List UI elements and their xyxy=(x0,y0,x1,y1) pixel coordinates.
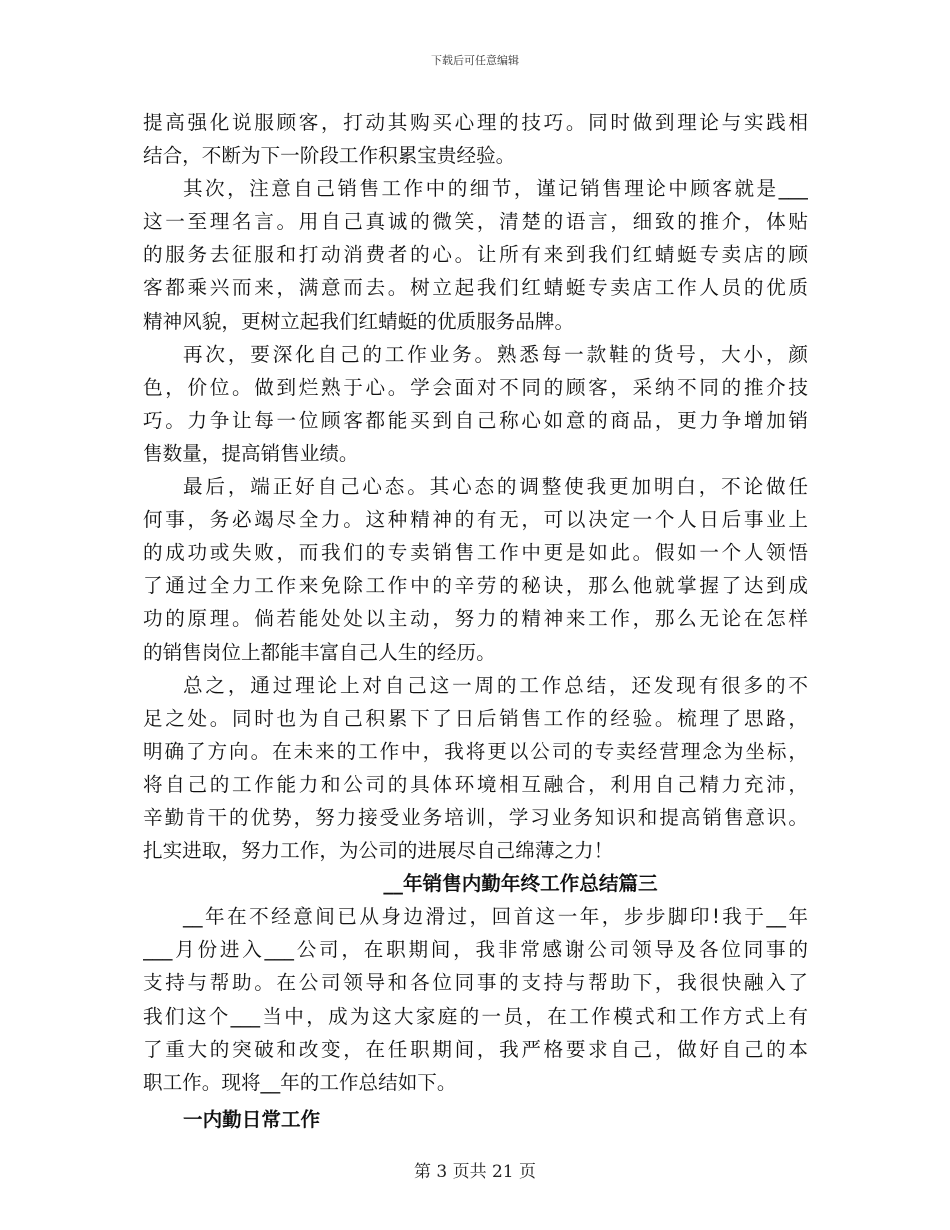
text-line: 了重大的突破和改变，在任职期间，我严格要求自己，做好自己的本 xyxy=(143,1037,808,1061)
text-line: 何事，务必竭尽全力。这种精神的有无，可以决定一个人日后事业上 xyxy=(143,508,808,532)
text-line: 总之，通过理论上对自己这一周的工作总结，还发现有很多的不 xyxy=(183,673,808,697)
text-line: 的销售岗位上都能丰富自己人生的经历。 xyxy=(143,640,496,664)
text-line: __年在不经意间已从身边滑过，回首这一年，步步脚印!我于__年 xyxy=(183,905,808,929)
text-line: 支持与帮助。在公司领导和各位同事的支持与帮助下，我很快融入了 xyxy=(143,971,808,995)
text-line: 售数量，提高销售业绩。 xyxy=(143,441,359,465)
text-line: 客都乘兴而来，满意而去。树立起我们红蜻蜓专卖店工作人员的优质 xyxy=(143,276,808,300)
text-line: 最后，端正好自己心态。其心态的调整使我更加明白，不论做任 xyxy=(183,475,808,499)
text-line: ___月份进入___公司，在职期间，我非常感谢公司领导及各位同事的 xyxy=(143,938,808,962)
text-line: 足之处。同时也为自己积累下了日后销售工作的经验。梳理了思路， xyxy=(143,706,808,730)
text-line: 明确了方向。在未来的工作中，我将更以公司的专卖经营理念为坐标， xyxy=(143,739,808,763)
page-header: 下载后可任意编辑 xyxy=(431,54,519,67)
text-line: 了通过全力工作来免除工作中的辛劳的秘诀，那么他就掌握了达到成 xyxy=(143,574,808,598)
text-line: 职工作。现将__年的工作总结如下。 xyxy=(143,1070,457,1094)
page-footer: 第 3 页共 21 页 xyxy=(413,1162,537,1182)
subsection-heading: 一内勤日常工作 xyxy=(183,1107,321,1131)
text-line: 扎实进取，努力工作，为公司的进展尽自己绵薄之力！ xyxy=(143,839,614,863)
text-line: 结合，不断为下一阶段工作积累宝贵经验。 xyxy=(143,144,516,168)
text-line: 提高强化说服顾客，打动其购买心理的技巧。同时做到理论与实践相 xyxy=(143,111,808,134)
section-heading: __年销售内勤年终工作总结篇三 xyxy=(383,872,658,896)
text-line: 色，价位。做到烂熟于心。学会面对不同的顾客，采纳不同的推介技 xyxy=(143,375,808,399)
text-line: 其次，注意自己销售工作中的细节，谨记销售理论中顾客就是___ xyxy=(183,177,808,201)
text-line: 将自己的工作能力和公司的具体环境相互融合，利用自己精力充沛， xyxy=(143,772,808,796)
text-line: 功的原理。倘若能处处以主动，努力的精神来工作，那么无论在怎样 xyxy=(143,607,808,631)
text-line: 巧。力争让每一位顾客都能买到自己称心如意的商品，更力争增加销 xyxy=(143,408,808,432)
text-line: 精神风貌，更树立起我们红蜻蜓的优质服务品牌。 xyxy=(143,309,575,333)
text-line: 辛勤肯干的优势，努力接受业务培训，学习业务知识和提高销售意识。 xyxy=(143,805,808,829)
text-line: 这一至理名言。用自己真诚的微笑，清楚的语言，细致的推介，体贴 xyxy=(143,210,808,234)
text-line: 的服务去征服和打动消费者的心。让所有来到我们红蜻蜓专卖店的顾 xyxy=(143,243,808,267)
text-line: 再次，要深化自己的工作业务。熟悉每一款鞋的货号，大小，颜 xyxy=(183,342,808,366)
text-line: 的成功或失败，而我们的专卖销售工作中更是如此。假如一个人领悟 xyxy=(143,541,808,565)
document-body xyxy=(143,106,808,1136)
text-line: 我们这个___当中，成为这大家庭的一员，在工作模式和工作方式上有 xyxy=(143,1004,808,1028)
